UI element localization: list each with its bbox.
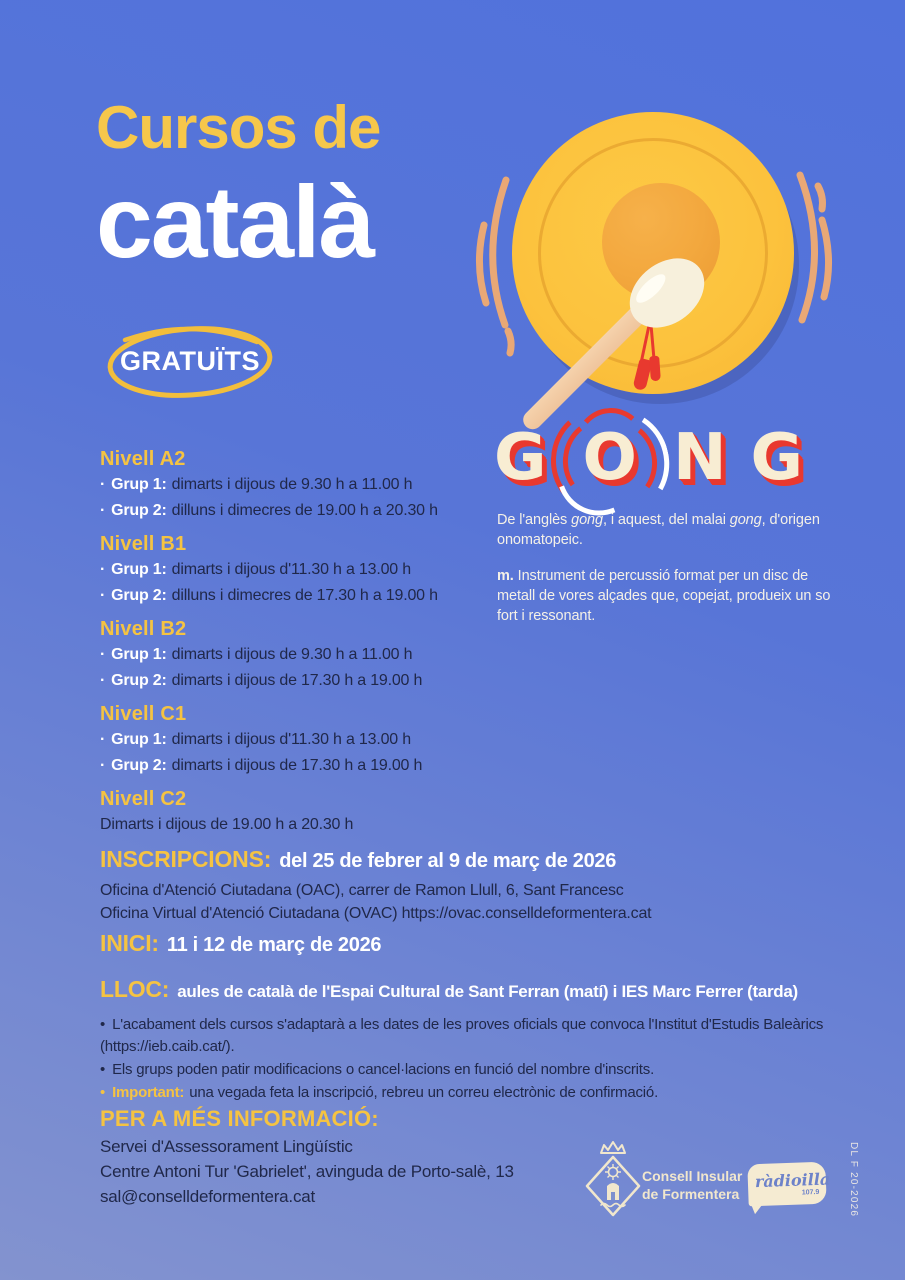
definition-text (497, 566, 833, 626)
group-schedule: dilluns i dimecres de 17.30 h a 19.00 h (171, 587, 438, 604)
bullet: · (100, 757, 106, 774)
group-line (100, 583, 500, 609)
title-line-2: català (96, 165, 374, 279)
group-line (100, 498, 500, 524)
location-section (100, 976, 880, 1003)
group-label: Grup 1: (111, 561, 167, 578)
start-dates: 11 i 12 de març de 2026 (166, 934, 382, 956)
info-service-line: Servei d'Assessorament Lingüístic (100, 1137, 353, 1156)
note-text: L'acabament dels cursos s'adaptarà a les dates de les proves oficials que convoca l'Institut d'Estudis Baleàrics (https://ieb.caib.cat/). (100, 1016, 824, 1055)
group-label: Grup 2: (111, 757, 167, 774)
level-title: Nivell A2 (100, 448, 186, 470)
inscriptions-office-line: Oficina d'Atenció Ciutadana (OAC), carrer de Ramon Llull, 6, Sant Francesc (100, 882, 624, 899)
group-schedule: Dimarts i dijous de 19.00 h a 20.30 h (100, 816, 354, 833)
radio-illa-frequency: 107.9 (801, 1188, 820, 1197)
gong-letter-o-group (571, 421, 649, 495)
bullet: • (100, 1016, 106, 1033)
etymology-text (497, 510, 833, 550)
bullet: · (100, 646, 106, 663)
note-text: una vegada feta la inscripció, rebreu un correu electrònic de confirmació. (189, 1084, 659, 1101)
level-title: Nivell B1 (100, 533, 187, 555)
inscriptions-label: INSCRIPCIONS: (100, 846, 272, 872)
consell-logo-text (642, 1167, 742, 1203)
group-line (100, 642, 500, 668)
location-label: LLOC: (100, 976, 170, 1002)
note-line (100, 1059, 855, 1081)
location-value: aules de català de l'Espai Cultural de Sant Ferran (matí) i IES Marc Ferrer (tarda) (177, 982, 798, 1001)
etymology-segment: , i aquest, del malai (602, 512, 730, 528)
level-b1 (100, 531, 500, 609)
inscriptions-virtual-office-line: Oficina Virtual d'Atenció Ciutadana (OVAC) https://ovac.conselldeformentera.cat (100, 905, 652, 922)
group-label: Grup 2: (111, 587, 167, 604)
etymology-segment-italic: gong (571, 512, 603, 528)
note-line-important (100, 1082, 855, 1104)
info-email: sal@conselldeformentera.cat (100, 1187, 316, 1206)
level-title: Nivell C2 (100, 788, 187, 810)
title-line-1: Cursos de (96, 94, 381, 161)
etymology-segment: , d'origen onomatopeic. (497, 512, 820, 548)
group-label: Grup 2: (111, 502, 167, 519)
course-levels (100, 446, 500, 845)
group-line (100, 753, 500, 779)
group-label: Grup 1: (111, 476, 167, 493)
note-text: Els grups poden patir modificacions o cancel·lacions en funció del nombre d'inscrits. (112, 1061, 655, 1078)
inscriptions-heading (100, 846, 820, 873)
more-info-title: PER A MÉS INFORMACIÓ: (100, 1106, 379, 1131)
poster-title (96, 94, 381, 279)
group-label: Grup 1: (111, 646, 167, 663)
level-b2 (100, 616, 500, 694)
group-schedule: dimarts i dijous de 9.30 h a 11.00 h (171, 646, 413, 663)
bullet: · (100, 731, 106, 748)
gong-letter: N (672, 421, 727, 495)
free-badge-label: GRATUÏTS (120, 346, 260, 376)
group-label: Grup 2: (111, 672, 167, 689)
etymology-segment: De l'anglès (497, 512, 572, 528)
consell-formentera-crest-icon (584, 1140, 642, 1220)
group-schedule: dimarts i dijous d'11.30 h a 13.00 h (171, 731, 411, 748)
bullet: • (100, 1084, 106, 1101)
start-date-section (100, 930, 381, 957)
bullet: · (100, 587, 106, 604)
level-title: Nivell B2 (100, 618, 187, 640)
group-schedule: dilluns i dimecres de 19.00 h a 20.30 h (171, 502, 438, 519)
group-line (100, 727, 500, 753)
definition-abbrev: m. (497, 568, 514, 584)
inscriptions-dates: del 25 de febrer al 9 de març de 2026 (279, 850, 617, 872)
radio-illa-name: ràdioilla (754, 1169, 831, 1192)
more-info-section (100, 1104, 620, 1209)
start-label: INICI: (100, 930, 159, 956)
group-schedule: dimarts i dijous d'11.30 h a 13.00 h (171, 561, 411, 578)
gong-wordmark (494, 421, 804, 495)
definition-segment: Instrument de percussió format per un disc de metall de vores alçades que, copejat, produeix un so fort i ressonant. (497, 568, 831, 624)
gong-definition-block (497, 510, 833, 626)
level-title: Nivell C1 (100, 703, 187, 725)
radio-illa-logo (747, 1162, 831, 1207)
etymology-segment-italic: gong (729, 512, 762, 528)
gong-letter: O (582, 421, 637, 495)
group-line (100, 472, 500, 498)
free-badge (103, 320, 277, 402)
gong-letter: G (494, 421, 547, 495)
bullet: • (100, 1061, 106, 1078)
consell-logo-line: Consell Insular (642, 1168, 743, 1184)
level-c1 (100, 701, 500, 779)
bullet: · (100, 561, 106, 578)
bullet: · (100, 672, 106, 689)
level-c2 (100, 786, 500, 838)
note-line (100, 1014, 855, 1058)
info-address-line: Centre Antoni Tur 'Gabrielet', avinguda de Porto-salè, 13 (100, 1162, 514, 1181)
legal-deposit-number: DL F 20-2026 (848, 1142, 859, 1218)
bullet: · (100, 502, 106, 519)
group-schedule: dimarts i dijous de 17.30 h a 19.00 h (171, 672, 423, 689)
inscriptions-section (100, 846, 820, 925)
group-schedule: dimarts i dijous de 17.30 h a 19.00 h (171, 757, 423, 774)
gong-letter: G (750, 421, 804, 495)
bullet: · (100, 476, 106, 493)
level-a2 (100, 446, 500, 524)
notes-section (100, 1014, 855, 1105)
consell-logo-line: de Formentera (642, 1186, 740, 1202)
group-schedule: dimarts i dijous de 9.30 h a 11.00 h (171, 476, 413, 493)
gong-illustration (450, 85, 895, 450)
group-line (100, 557, 500, 583)
important-label: Important: (112, 1084, 185, 1101)
group-line (100, 668, 500, 694)
ribbon-tassel-icon (649, 356, 661, 382)
group-label: Grup 1: (111, 731, 167, 748)
